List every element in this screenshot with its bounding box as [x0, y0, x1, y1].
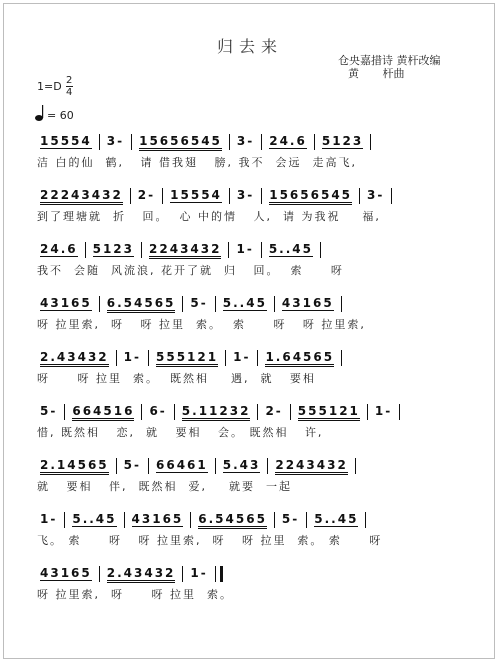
- measure: [121, 458, 144, 472]
- beam-group: [265, 350, 334, 367]
- measure: [146, 242, 224, 259]
- beam-group: [72, 404, 134, 421]
- beam-group: [298, 404, 360, 421]
- beam-group: [40, 296, 92, 311]
- measure-notes: 5-: [190, 296, 208, 310]
- score-row: [37, 188, 457, 205]
- beam-group: [275, 458, 347, 475]
- measure-notes: 2.43432: [40, 350, 109, 364]
- barline: [130, 188, 131, 204]
- beam-group: [282, 512, 299, 526]
- measure-notes: 15554: [40, 134, 92, 148]
- measure: [37, 512, 60, 526]
- measure-notes: 6-: [149, 404, 167, 418]
- barline: [257, 404, 258, 420]
- measure: [104, 566, 179, 583]
- beam-group: [124, 458, 141, 472]
- beam-group: [40, 350, 109, 367]
- measure-notes: 2243432: [275, 458, 348, 472]
- measure-notes: 6.54565: [198, 512, 267, 526]
- measure-notes: 5-: [281, 512, 300, 526]
- barline: [141, 404, 142, 420]
- measure: [69, 404, 137, 421]
- measure: [319, 134, 366, 149]
- barline: [229, 134, 230, 150]
- score-row: [37, 134, 457, 151]
- barline: [215, 458, 216, 474]
- lyrics-line: 到了理塘就 折 回。 心 中的情 人, 请 为我祝 福,: [37, 210, 381, 223]
- barline: [341, 350, 342, 366]
- measure: [37, 350, 112, 367]
- composer-credit: 黄 杆曲: [348, 67, 405, 80]
- measure: [234, 188, 257, 202]
- measure: [69, 512, 119, 527]
- measure: [220, 296, 270, 311]
- beam-group: [314, 512, 358, 527]
- barline: [359, 188, 360, 204]
- measure-notes: 2.43432: [106, 566, 176, 580]
- lyrics-line: 我不 会随 风流浪, 花开了就 归 回。 索 呀: [37, 264, 344, 277]
- beam-group: [198, 512, 267, 529]
- barline: [274, 296, 275, 312]
- measure-notes: 555121: [297, 404, 360, 418]
- measure: [195, 512, 270, 529]
- beam-group: [236, 242, 253, 256]
- measure-notes: 15656545: [139, 134, 222, 148]
- measure-notes: 1-: [233, 350, 251, 364]
- measure-notes: 43165: [131, 512, 184, 526]
- beam-group: [190, 566, 207, 580]
- barline: [261, 188, 262, 204]
- measure-notes: 24.6: [269, 134, 307, 148]
- barline: [365, 512, 366, 528]
- beam-group: [265, 404, 282, 418]
- measure-notes: 15554: [170, 188, 222, 202]
- measure: [135, 188, 158, 202]
- measure: [167, 188, 225, 203]
- measure: [37, 188, 126, 205]
- meter-bottom: 4: [66, 87, 73, 98]
- measure-notes: 5.43: [222, 458, 261, 472]
- score-row: [37, 566, 457, 583]
- measure: [295, 404, 363, 421]
- measure: [266, 242, 316, 257]
- measure: [234, 134, 257, 148]
- measure-notes: 24.6: [40, 242, 78, 256]
- barline: [174, 404, 175, 420]
- lyrics-line: 洁 白的仙 鹤, 请 借我翅 膀, 我不 会远 走高飞,: [37, 156, 357, 169]
- beam-group: [93, 242, 134, 257]
- measure-notes: 1-: [123, 350, 141, 364]
- barline: [370, 134, 371, 150]
- beam-group: [149, 242, 221, 259]
- beam-group: [190, 296, 207, 310]
- barline: [182, 566, 183, 582]
- barline: [141, 242, 142, 258]
- time-signature: [66, 76, 73, 97]
- beam-group: [139, 134, 222, 151]
- barline: [267, 458, 268, 474]
- measure: [266, 188, 355, 205]
- barline: [314, 134, 315, 150]
- beam-group: [223, 458, 261, 473]
- final-barline: [215, 566, 223, 582]
- measure-notes: 1-: [190, 566, 208, 580]
- measure: [364, 188, 387, 202]
- barline: [261, 242, 262, 258]
- measure: [262, 404, 285, 418]
- beam-group: [40, 242, 78, 257]
- beam-group: [107, 566, 176, 583]
- barline: [228, 242, 229, 258]
- beam-group: [107, 296, 176, 313]
- measure-notes: 2.14565: [40, 458, 109, 472]
- measure: [279, 296, 337, 311]
- measure: [230, 350, 253, 364]
- measure-notes: 66461: [156, 458, 208, 472]
- beam-group: [40, 458, 109, 475]
- measure: [104, 296, 179, 313]
- lyrics-line: 呀 拉里索, 呀 呀 拉里 索。: [37, 588, 233, 601]
- barline: [229, 188, 230, 204]
- barline: [320, 242, 321, 258]
- measure-notes: 43165: [40, 566, 92, 580]
- beam-group: [132, 512, 184, 527]
- beam-group: [72, 512, 116, 527]
- measure-notes: 3-: [106, 134, 125, 148]
- measure: [37, 566, 95, 581]
- barline: [274, 512, 275, 528]
- key-label: 1=D: [37, 80, 62, 93]
- barline: [131, 134, 132, 150]
- lyrics-line: 惜, 既然相 恋, 就 要相 会。 既然相 许,: [37, 426, 324, 439]
- barline: [64, 404, 65, 420]
- beam-group: [138, 188, 155, 202]
- score-row: [37, 242, 457, 259]
- beam-group: [269, 242, 313, 257]
- beam-group: [237, 188, 254, 202]
- tempo-marking: [35, 104, 74, 122]
- barline: [257, 350, 258, 366]
- measure-notes: 3-: [367, 188, 385, 202]
- lyrics-line: 就 要相 伴, 既然相 爱, 就要 一起: [37, 480, 292, 493]
- measure: [90, 242, 137, 257]
- measure: [179, 404, 254, 421]
- measure-notes: 5123: [92, 242, 135, 256]
- barline: [99, 296, 100, 312]
- measure: [121, 350, 144, 364]
- measure-notes: 3-: [236, 134, 255, 148]
- measure: [37, 134, 95, 149]
- barline: [124, 512, 125, 528]
- measure: [187, 296, 210, 310]
- measure: [129, 512, 187, 527]
- lyricist-credit: 仓央嘉措诗 黄杆改编: [338, 54, 441, 67]
- barline: [341, 296, 342, 312]
- barline: [182, 296, 183, 312]
- measure: [153, 350, 221, 367]
- measure: [104, 134, 127, 148]
- barline: [306, 512, 307, 528]
- barline: [148, 350, 149, 366]
- measure-notes: 6.54565: [106, 296, 176, 310]
- measure-notes: 2-: [137, 188, 156, 202]
- score-row: [37, 350, 457, 367]
- beam-group: [233, 350, 250, 364]
- measure-notes: 1-: [374, 404, 393, 418]
- beam-group: [269, 134, 307, 149]
- measure-notes: 43165: [40, 296, 92, 310]
- barline: [99, 566, 100, 582]
- score-row: [37, 296, 457, 313]
- measure-notes: 5..45: [314, 512, 359, 526]
- measure: [220, 458, 264, 473]
- beam-group: [182, 404, 251, 421]
- barline: [162, 188, 163, 204]
- score-credits: [338, 54, 488, 80]
- barline: [391, 188, 392, 204]
- barline: [64, 512, 65, 528]
- barline: [355, 458, 356, 474]
- quarter-note-icon: [35, 104, 45, 122]
- measure-notes: 22243432: [40, 188, 123, 202]
- score-row: [37, 458, 457, 475]
- barline: [116, 458, 117, 474]
- measure: [37, 296, 95, 311]
- score-row: [37, 404, 457, 421]
- beam-group: [107, 134, 124, 148]
- beam-group: [156, 458, 208, 473]
- lyrics-line: 呀 呀 拉里 索。 既然相 遇, 就 要相: [37, 372, 316, 385]
- measure: [136, 134, 225, 151]
- score-title: 归去来: [216, 37, 283, 56]
- measure-notes: 2-: [265, 404, 283, 418]
- measure-notes: 3-: [236, 188, 255, 202]
- measure: [233, 242, 256, 256]
- measure-notes: 5-: [123, 458, 141, 472]
- measure: [262, 350, 337, 367]
- barline: [190, 512, 191, 528]
- measure-notes: 5..45: [222, 296, 267, 310]
- barline: [99, 134, 100, 150]
- beam-group: [40, 566, 92, 581]
- measure-notes: 5-: [40, 404, 58, 418]
- measure: [279, 512, 302, 526]
- measure: [272, 458, 350, 475]
- measure: [37, 458, 112, 475]
- measure: [372, 404, 395, 418]
- measure: [37, 242, 81, 257]
- barline: [116, 350, 117, 366]
- beam-group: [375, 404, 392, 418]
- key-signature: [37, 76, 73, 97]
- meter-top: 2: [66, 75, 73, 86]
- beam-group: [367, 188, 384, 202]
- measure-notes: 5.11232: [181, 404, 251, 418]
- beam-group: [124, 350, 141, 364]
- measure-notes: 555121: [156, 350, 219, 364]
- beam-group: [237, 134, 254, 148]
- beam-group: [40, 404, 57, 418]
- barline: [399, 404, 400, 420]
- beam-group: [170, 188, 222, 203]
- measure-notes: 5123: [321, 134, 364, 148]
- score-row: [37, 512, 457, 529]
- barline: [148, 458, 149, 474]
- barline: [215, 296, 216, 312]
- beam-group: [282, 296, 334, 311]
- measure: [153, 458, 211, 473]
- measure: [37, 404, 60, 418]
- measure-notes: 1-: [236, 242, 254, 256]
- measure: [146, 404, 169, 418]
- beam-group: [156, 350, 218, 367]
- barline: [367, 404, 368, 420]
- lyrics-line: 呀 拉里索, 呀 呀 拉里 索。 索 呀 呀 拉里索,: [37, 318, 366, 331]
- measure-notes: 1.64565: [265, 350, 335, 364]
- measure-notes: 43165: [281, 296, 334, 310]
- beam-group: [40, 512, 57, 526]
- barline: [85, 242, 86, 258]
- measure: [311, 512, 361, 527]
- barline: [261, 134, 262, 150]
- measure-notes: 2243432: [149, 242, 222, 256]
- measure-notes: 1-: [40, 512, 58, 526]
- measure: [266, 134, 310, 149]
- beam-group: [40, 188, 123, 205]
- barline: [225, 350, 226, 366]
- beam-group: [40, 134, 92, 149]
- beam-group: [269, 188, 352, 205]
- beam-group: [223, 296, 267, 311]
- tempo-value: = 60: [47, 109, 74, 122]
- lyrics-line: 飞。 索 呀 呀 拉里索, 呀 呀 拉里 索。 索 呀: [37, 534, 383, 547]
- measure-notes: 664516: [72, 404, 135, 418]
- measure: [187, 566, 210, 580]
- beam-group: [149, 404, 166, 418]
- measure-notes: 5..45: [72, 512, 117, 526]
- beam-group: [322, 134, 363, 149]
- measure-notes: 5..45: [268, 242, 313, 256]
- measure-notes: 15656545: [269, 188, 353, 202]
- barline: [290, 404, 291, 420]
